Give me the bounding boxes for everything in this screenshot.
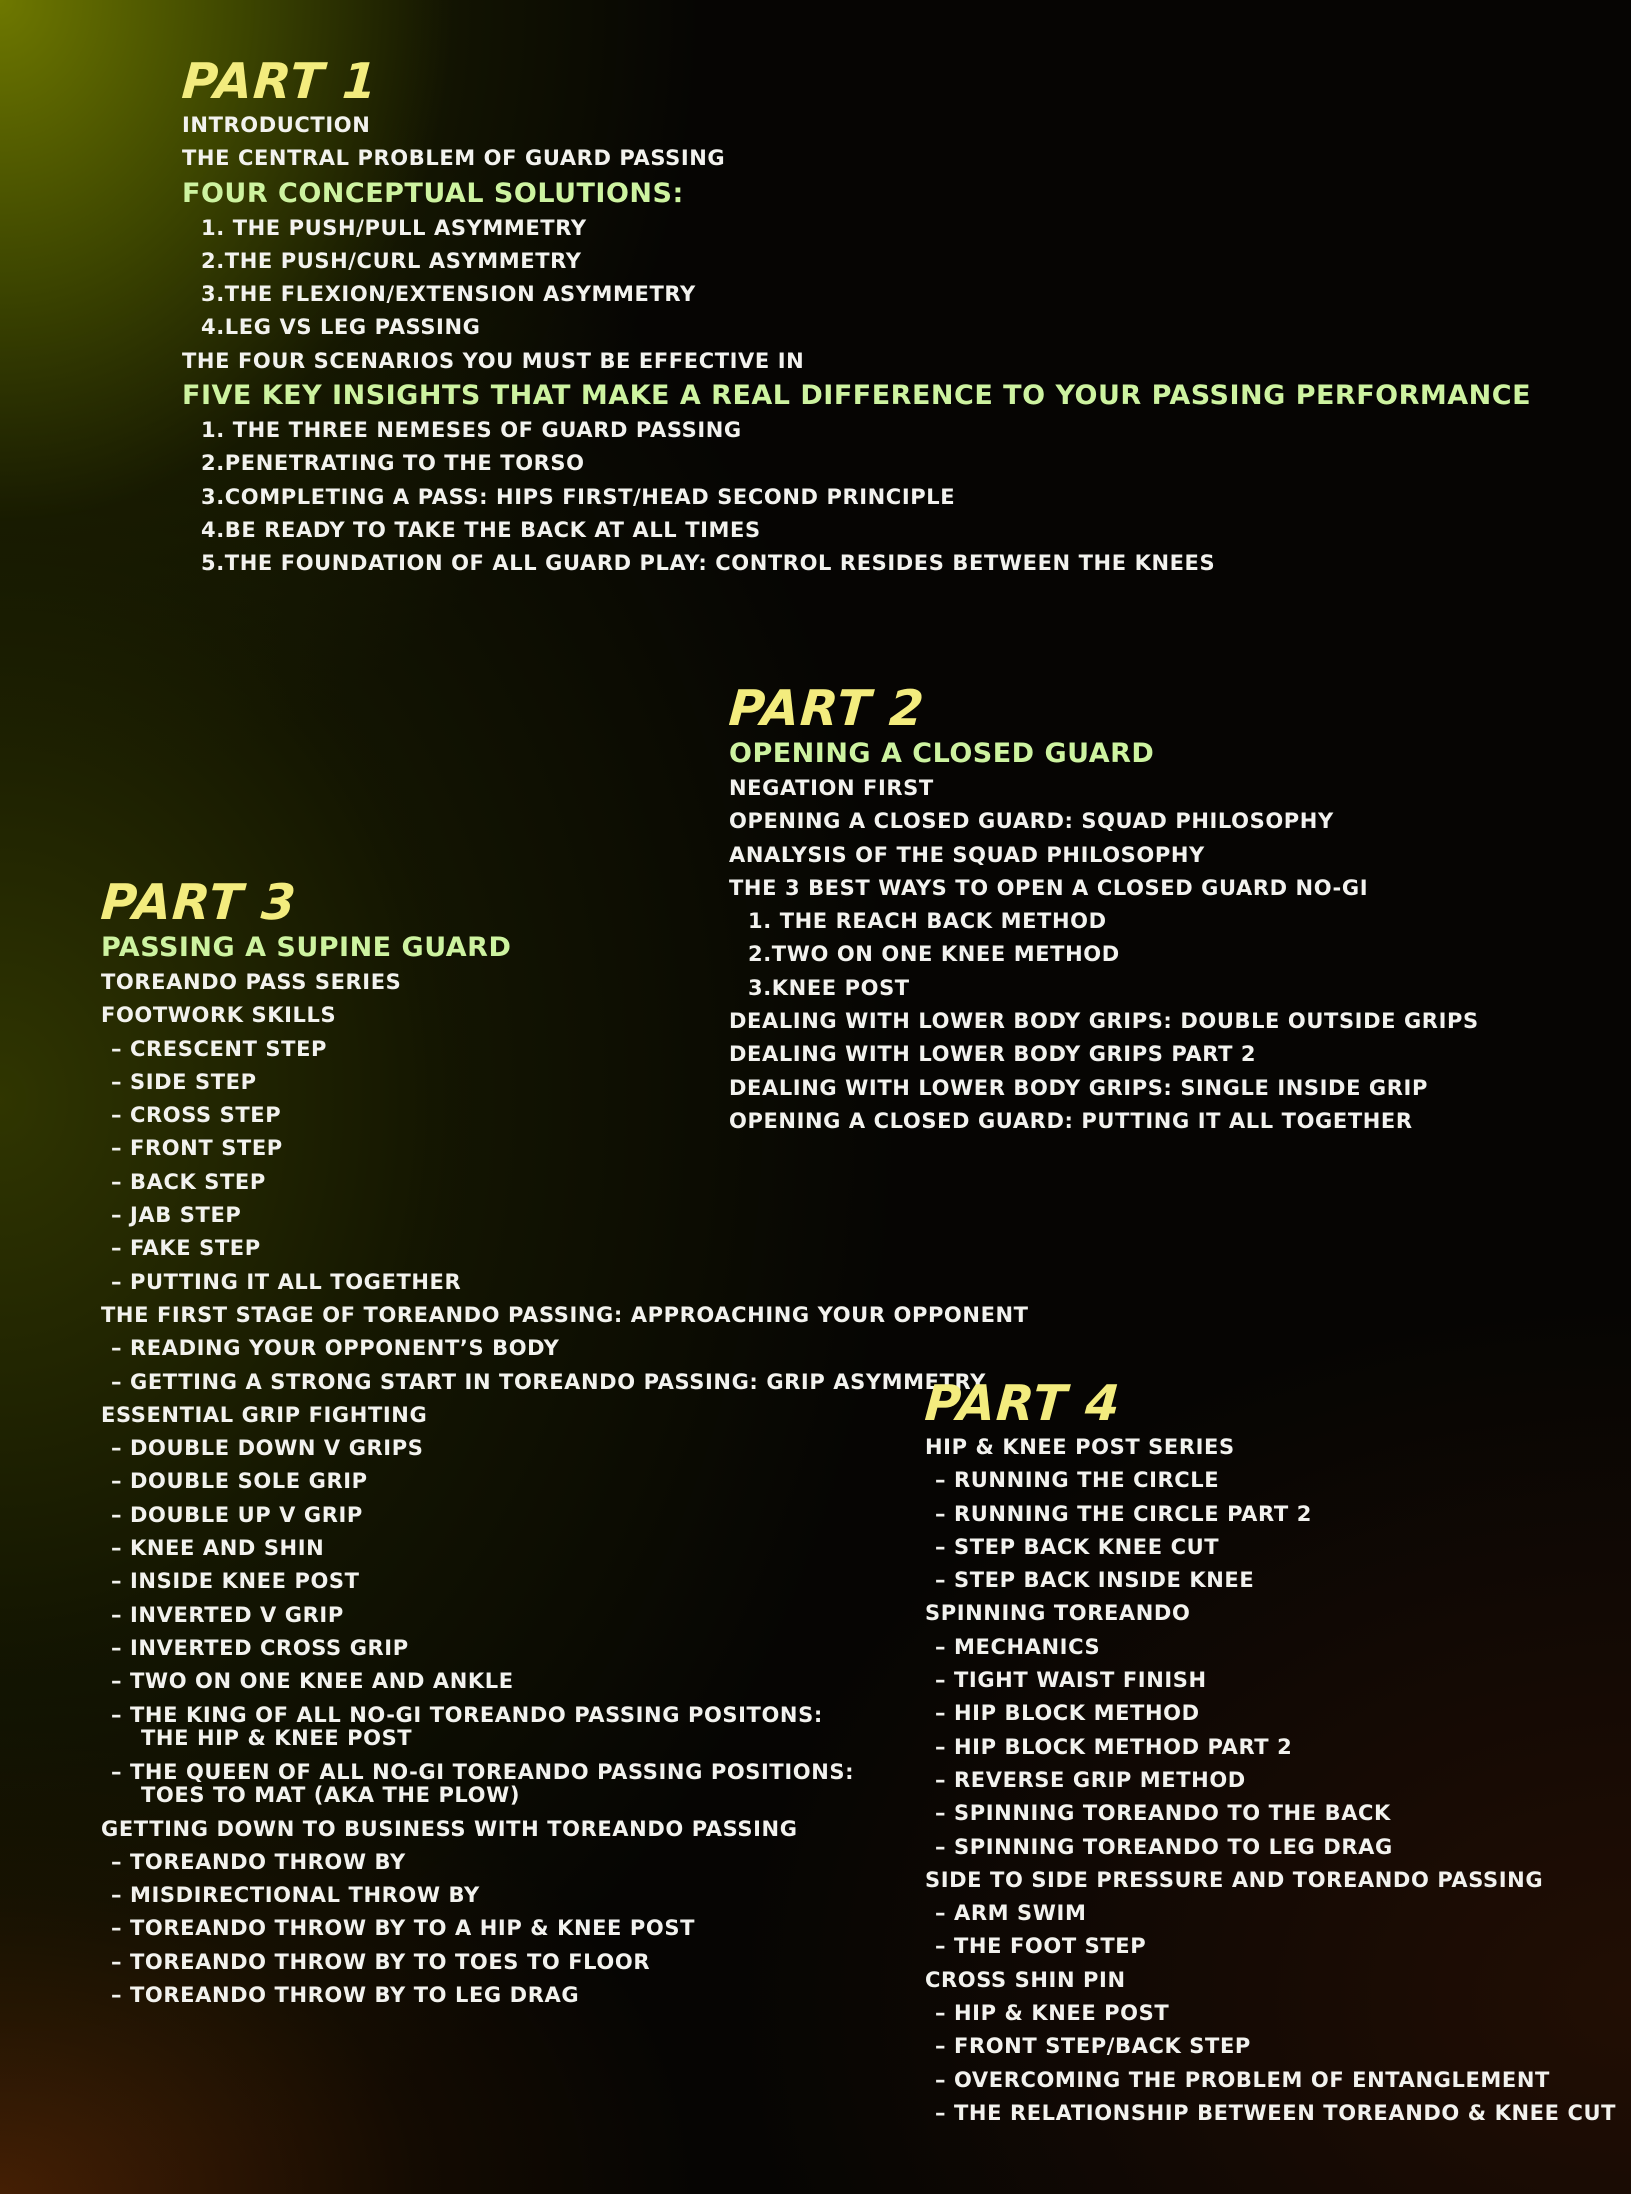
list-item: 1. THE PUSH/PULL ASYMMETRY (201, 215, 587, 240)
list-item: – READING YOUR OPPONENT’S BODY (111, 1336, 560, 1361)
list-item-text: – THE KING OF ALL NO-GI TOREANDO PASSING POSITONS: (111, 1702, 823, 1727)
list-item: 3.COMPLETING A PASS: HIPS FIRST/HEAD SECOND PRINCIPLE (201, 484, 956, 509)
list-item: – STEP BACK INSIDE KNEE (935, 1568, 1255, 1593)
section-heading: OPENING A CLOSED GUARD (729, 738, 1155, 769)
list-item-continuation: THE HIP & KNEE POST (141, 1726, 413, 1751)
topic-line: SPINNING TOREANDO (925, 1601, 1191, 1626)
list-item: – BACK STEP (111, 1169, 266, 1194)
section-heading: PASSING A SUPINE GUARD (101, 932, 512, 963)
topic-line: FOOTWORK SKILLS (101, 1003, 337, 1028)
part3-list (101, 930, 1029, 2012)
list-item: 2.THE PUSH/CURL ASYMMETRY (201, 248, 582, 273)
topic-line: DEALING WITH LOWER BODY GRIPS PART 2 (729, 1042, 1257, 1067)
list-item: – THE RELATIONSHIP BETWEEN TOREANDO & KNEE CUT (935, 2100, 1617, 2125)
list-item: – KNEE AND SHIN (111, 1536, 325, 1561)
list-item: – FRONT STEP (111, 1136, 283, 1161)
list-item: – ARM SWIM (935, 1901, 1087, 1926)
list-item: 4.BE READY TO TAKE THE BACK AT ALL TIMES (201, 517, 761, 542)
list-item: – TWO ON ONE KNEE AND ANKLE (111, 1669, 514, 1694)
list-item (101, 1699, 1029, 1756)
list-item: – STEP BACK KNEE CUT (935, 1534, 1220, 1559)
list-item: 2.PENETRATING TO THE TORSO (201, 451, 585, 476)
list-item: – DOUBLE UP V GRIP (111, 1502, 363, 1527)
list-item: 3.THE FLEXION/EXTENSION ASYMMETRY (201, 282, 696, 307)
list-item: – INVERTED CROSS GRIP (111, 1635, 409, 1660)
list-item: – GETTING A STRONG START IN TOREANDO PASSING: GRIP ASYMMETRY (111, 1369, 986, 1394)
list-item: – OVERCOMING THE PROBLEM OF ENTANGLEMENT (935, 2067, 1550, 2092)
list-item: – CRESCENT STEP (111, 1036, 328, 1061)
part2-title: PART 2 (727, 680, 927, 737)
topic-line: SIDE TO SIDE PRESSURE AND TOREANDO PASSING (925, 1867, 1544, 1892)
list-item: – FAKE STEP (111, 1236, 261, 1261)
list-item: – TOREANDO THROW BY (111, 1849, 406, 1874)
section-heading: FOUR CONCEPTUAL SOLUTIONS: (182, 177, 684, 209)
list-item: – SPINNING TOREANDO TO THE BACK (935, 1801, 1391, 1826)
list-item: 3.KNEE POST (748, 975, 910, 1000)
list-item: – FRONT STEP/BACK STEP (935, 2034, 1251, 2059)
part4-section (923, 1375, 1617, 2130)
part1-list (182, 109, 1531, 581)
list-item: – CROSS STEP (111, 1103, 282, 1128)
part1-section (180, 53, 1532, 581)
list-item-text: – THE QUEEN OF ALL NO-GI TOREANDO PASSING POSITIONS: (111, 1759, 855, 1784)
list-item: – HIP BLOCK METHOD (935, 1701, 1200, 1726)
list-item: – TOREANDO THROW BY TO LEG DRAG (111, 1983, 580, 2008)
topic-line: THE CENTRAL PROBLEM OF GUARD PASSING (182, 146, 726, 171)
topic-line: THE FOUR SCENARIOS YOU MUST BE EFFECTIVE IN (182, 348, 805, 373)
list-item: 1. THE THREE NEMESES OF GUARD PASSING (201, 418, 742, 443)
list-item-continuation: TOES TO MAT (AKA THE PLOW) (141, 1783, 521, 1808)
part3-title: PART 3 (99, 874, 299, 931)
part4-list (925, 1431, 1616, 2130)
list-item: – REVERSE GRIP METHOD (935, 1767, 1246, 1792)
topic-line: ESSENTIAL GRIP FIGHTING (101, 1402, 428, 1427)
list-item: – TOREANDO THROW BY TO TOES TO FLOOR (111, 1949, 651, 1974)
list-item: – INVERTED V GRIP (111, 1602, 344, 1627)
part3-section (99, 874, 1029, 2012)
list-item (101, 1756, 1029, 1813)
list-item: – PUTTING IT ALL TOGETHER (111, 1269, 462, 1294)
topic-line: ANALYSIS OF THE SQUAD PHILOSOPHY (729, 842, 1205, 867)
list-item: – RUNNING THE CIRCLE PART 2 (935, 1501, 1312, 1526)
topic-line: DEALING WITH LOWER BODY GRIPS: SINGLE INSIDE GRIP (729, 1075, 1428, 1100)
topic-line: TOREANDO PASS SERIES (101, 970, 402, 994)
list-item: – DOUBLE SOLE GRIP (111, 1469, 368, 1494)
topic-line: CROSS SHIN PIN (925, 1967, 1126, 1992)
topic-line: INTRODUCTION (182, 113, 371, 137)
topic-line: NEGATION FIRST (729, 776, 934, 800)
list-item: 2.TWO ON ONE KNEE METHOD (748, 942, 1120, 967)
topic-line: OPENING A CLOSED GUARD: SQUAD PHILOSOPHY (729, 809, 1334, 834)
list-item: – HIP BLOCK METHOD PART 2 (935, 1734, 1293, 1759)
part4-title: PART 4 (923, 1375, 1123, 1432)
list-item: – MECHANICS (935, 1634, 1101, 1659)
list-item: – RUNNING THE CIRCLE (935, 1468, 1220, 1493)
topic-line: DEALING WITH LOWER BODY GRIPS: DOUBLE OUTSIDE GRIPS (729, 1009, 1479, 1034)
topic-line: GETTING DOWN TO BUSINESS WITH TOREANDO PASSING (101, 1816, 798, 1841)
topic-line: THE FIRST STAGE OF TOREANDO PASSING: APPROACHING YOUR OPPONENT (101, 1302, 1029, 1327)
section-heading: FIVE KEY INSIGHTS THAT MAKE A REAL DIFFERENCE TO YOUR PASSING PERFORMANCE (182, 380, 1532, 412)
list-item: – MISDIRECTIONAL THROW BY (111, 1883, 480, 1908)
list-item: – TOREANDO THROW BY TO A HIP & KNEE POST (111, 1916, 696, 1941)
list-item: – INSIDE KNEE POST (111, 1569, 360, 1594)
list-item: – DOUBLE DOWN V GRIPS (111, 1436, 424, 1461)
topic-line: OPENING A CLOSED GUARD: PUTTING IT ALL TOGETHER (729, 1108, 1413, 1133)
topic-line: THE 3 BEST WAYS TO OPEN A CLOSED GUARD NO-GI (729, 875, 1369, 900)
list-item: – SPINNING TOREANDO TO LEG DRAG (935, 1834, 1393, 1859)
list-item: – SIDE STEP (111, 1069, 257, 1094)
list-item: – HIP & KNEE POST (935, 2001, 1170, 2026)
list-item: – TIGHT WAIST FINISH (935, 1668, 1207, 1693)
list-item: – JAB STEP (111, 1203, 242, 1228)
list-item: 4.LEG VS LEG PASSING (201, 315, 481, 340)
topic-line: HIP & KNEE POST SERIES (925, 1435, 1235, 1459)
list-item: 5.THE FOUNDATION OF ALL GUARD PLAY: CONTROL RESIDES BETWEEN THE KNEES (201, 551, 1216, 576)
list-item: – THE FOOT STEP (935, 1934, 1147, 1959)
list-item: 1. THE REACH BACK METHOD (748, 909, 1107, 934)
part1-title: PART 1 (180, 53, 380, 110)
